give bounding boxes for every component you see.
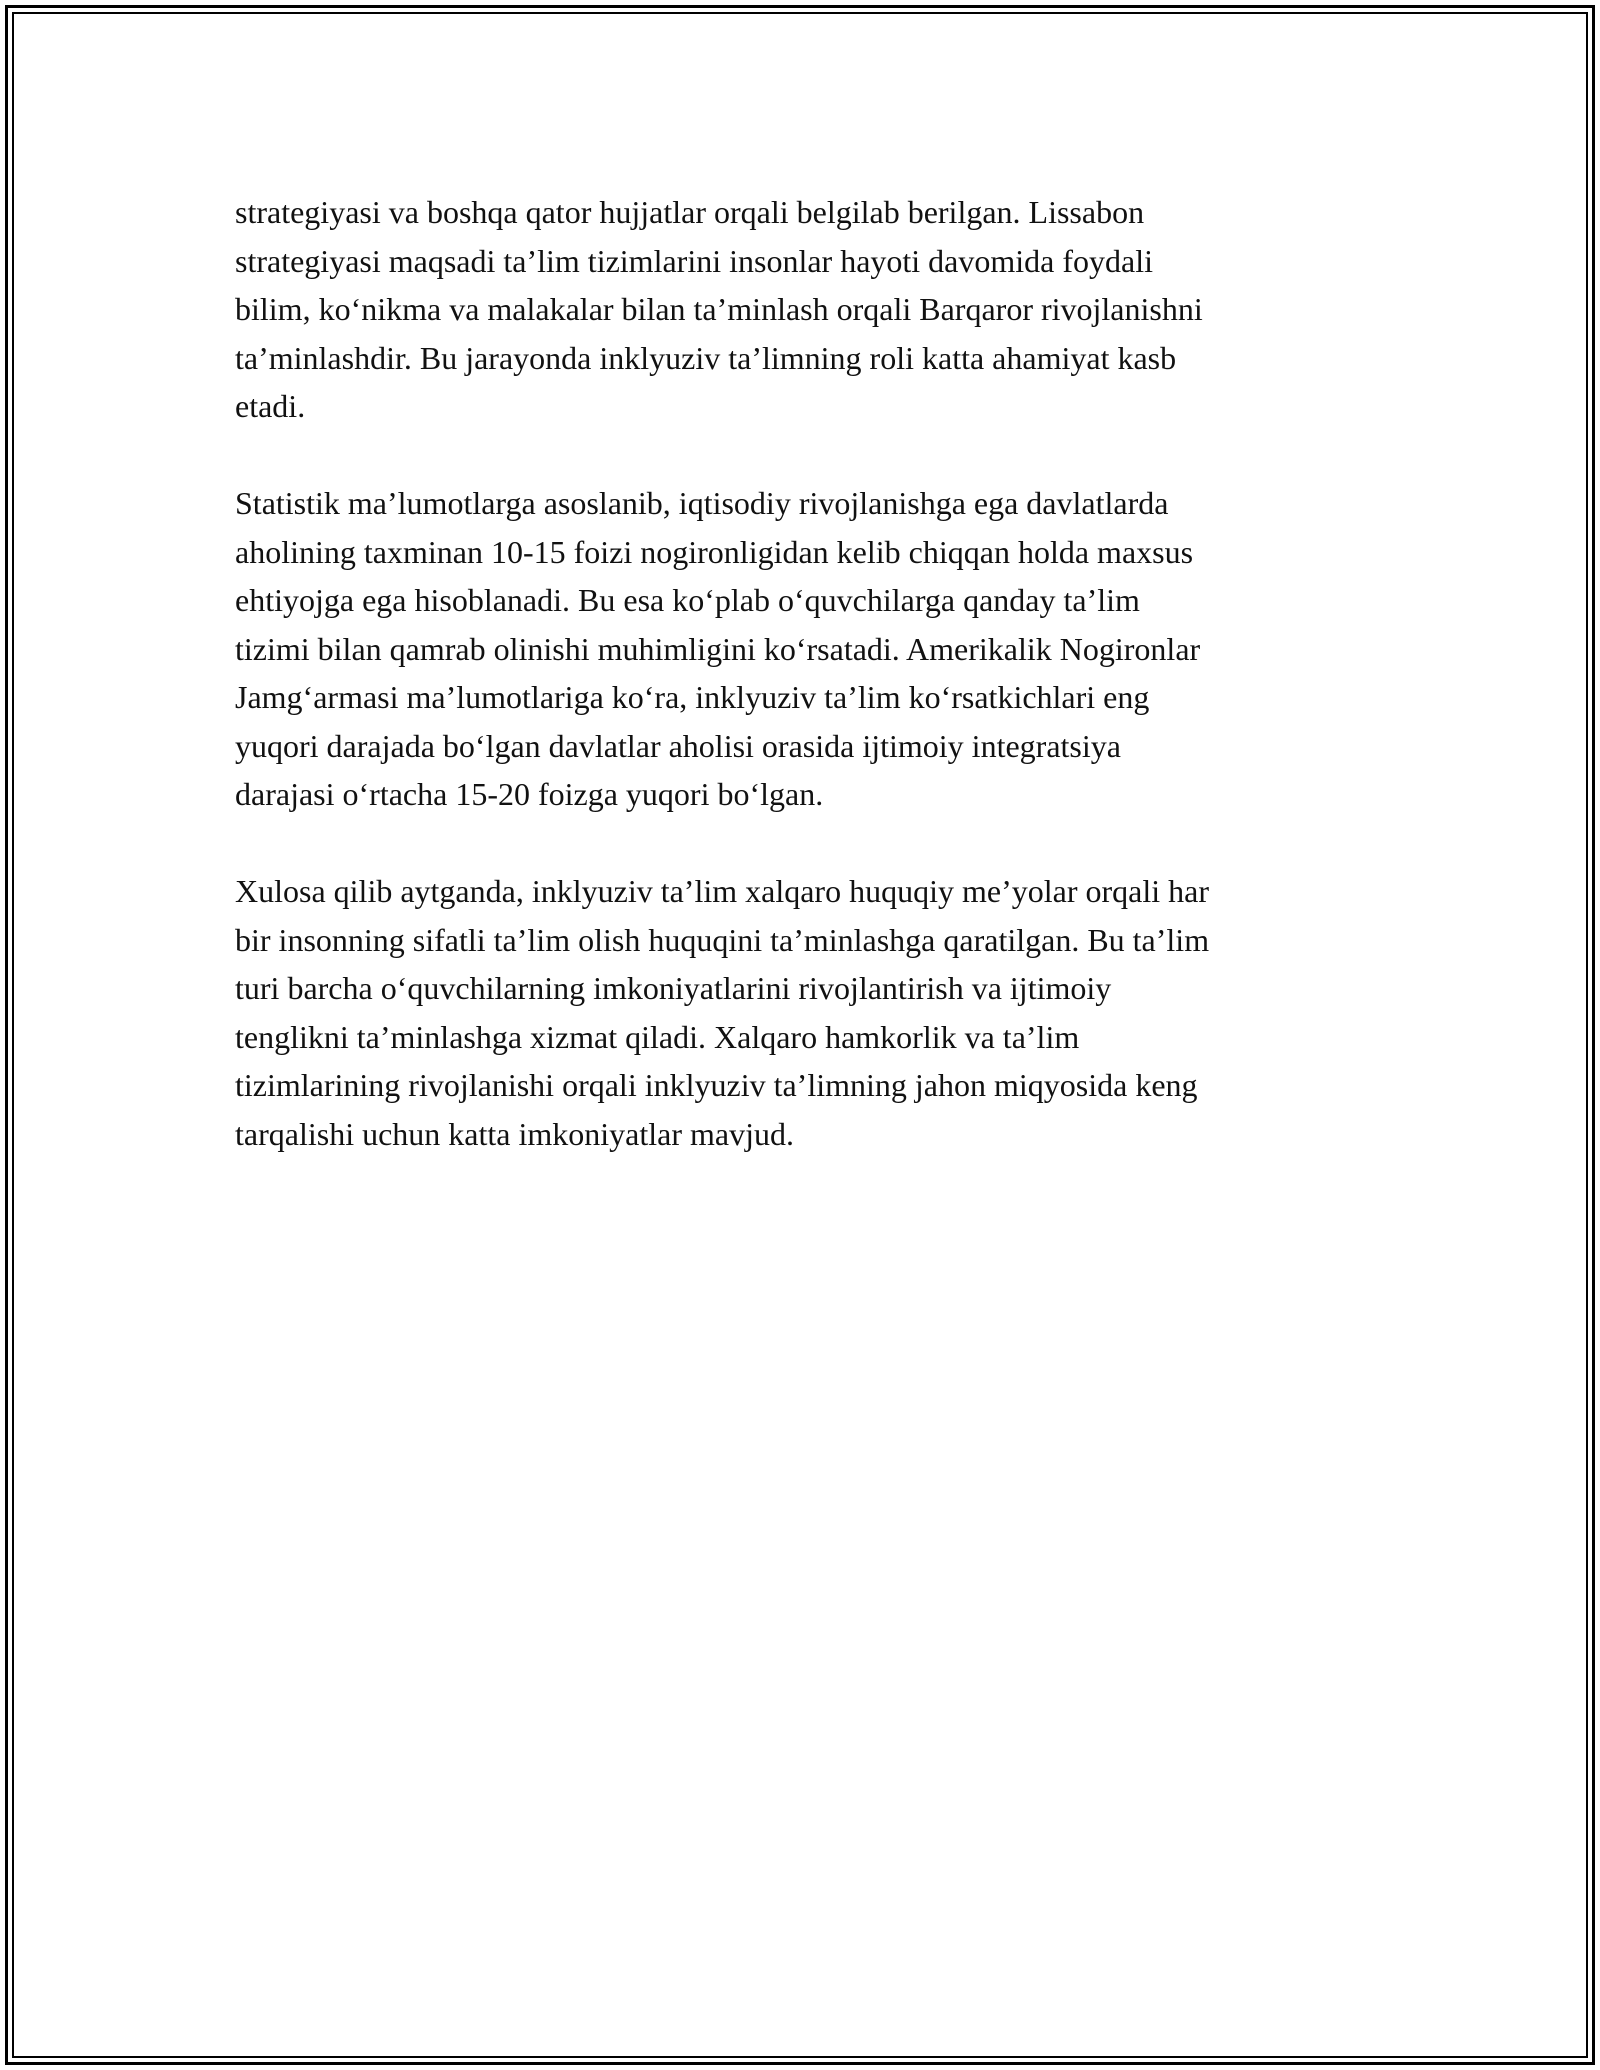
text-line: tizimi bilan qamrab olinishi muhimligini ko‘rsatadi. Amerikalik Nogironlar bbox=[235, 630, 1201, 667]
text-line: tizimlarining rivojlanishi orqali inklyuziv ta’limning jahon miqyosida keng bbox=[235, 1067, 1198, 1103]
text-line: bilim, ko‘nikma va malakalar bilan ta’minlash orqali Barqaror rivojlanishni bbox=[235, 291, 1203, 327]
text-line: Jamg‘armasi ma’lumotlariga ko‘ra, inklyuziv ta’lim ko‘rsatkichlari eng bbox=[235, 679, 1150, 715]
paragraph-3 bbox=[235, 867, 1375, 1158]
text-line: aholining taxminan 10-15 foizi nogironligidan kelib chiqqan holda maxsus bbox=[235, 533, 1194, 570]
text-line: tarqalishi uchun katta imkoniyatlar mavjud. bbox=[235, 1115, 794, 1152]
paragraph-1 bbox=[235, 188, 1375, 431]
text-line: strategiyasi va boshqa qator hujjatlar orqali belgilab berilgan. Lissabon bbox=[235, 194, 1145, 230]
text-line: ehtiyojga ega hisoblanadi. Bu esa ko‘plab o‘quvchilarga qanday ta’lim bbox=[235, 582, 1140, 618]
text-line: tenglikni ta’minlashga xizmat qiladi. Xalqaro hamkorlik va ta’lim bbox=[235, 1018, 1080, 1055]
text-line: turi barcha o‘quvchilarning imkoniyatlarini rivojlantirish va ijtimoiy bbox=[235, 970, 1112, 1006]
text-line: Statistik ma’lumotlarga asoslanib, iqtisodiy rivojlanishga ega davlatlarda bbox=[235, 485, 1169, 521]
paragraph-2 bbox=[235, 479, 1375, 819]
text-line: bir insonning sifatli ta’lim olish huquqini ta’minlashga qaratilgan. Bu ta’lim bbox=[235, 921, 1210, 958]
text-line: etadi. bbox=[235, 388, 306, 424]
document-body bbox=[235, 188, 1375, 1207]
text-line: darajasi o‘rtacha 15-20 foizga yuqori bo‘lgan. bbox=[235, 776, 824, 812]
text-line: Xulosa qilib aytganda, inklyuziv ta’lim xalqaro huquqiy me’yolar orqali har bbox=[235, 873, 1209, 909]
text-line: yuqori darajada bo‘lgan davlatlar aholisi orasida ijtimoiy integratsiya bbox=[235, 727, 1121, 764]
text-line: ta’minlashdir. Bu jarayonda inklyuziv ta’limning roli katta ahamiyat kasb bbox=[235, 339, 1177, 376]
text-line: strategiyasi maqsadi ta’lim tizimlarini insonlar hayoti davomida foydali bbox=[235, 242, 1153, 279]
